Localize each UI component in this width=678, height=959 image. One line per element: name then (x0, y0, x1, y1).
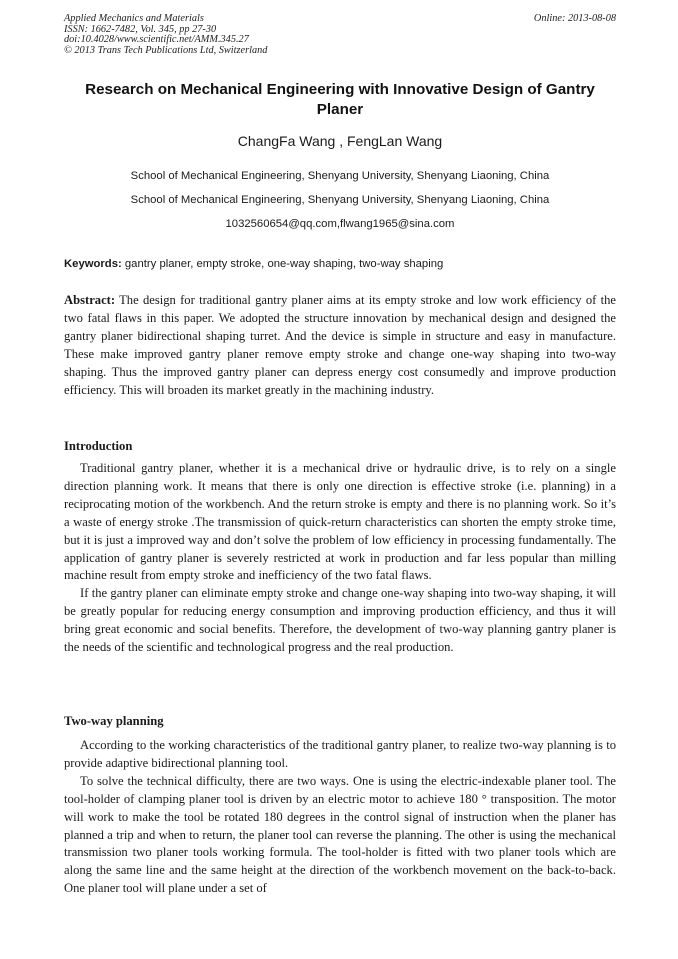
author-emails: 1032560654@qq.com,flwang1965@sina.com (225, 218, 455, 230)
doi-line: doi:10.4028/www.scientific.net/AMM.345.27 (64, 34, 249, 45)
copyright-line: © 2013 Trans Tech Publications Ltd, Switzerland (64, 44, 268, 56)
two-way-planning-body (64, 737, 616, 898)
paper-title: Research on Mechanical Engineering with Innovative Design of Gantry Planer (85, 81, 595, 118)
introduction-body (64, 460, 616, 657)
affiliation-2: School of Mechanical Engineering, Shenyang University, Shenyang Liaoning, China (130, 194, 550, 206)
abstract-label: Abstract: (64, 293, 116, 307)
author-list: ChangFa Wang , FengLan Wang (237, 133, 443, 149)
abstract-text: The design for traditional gantry planer aims at its empty stroke and low work efficiency of the two fatal flaws in this paper. We adopted the structure innovation by mechanical design and designed the gantry planer bidirectional shaping turret. And the device is simple in structure and easy in manufacture. These make improved gantry planer remove empty stroke and change one-way shaping into two-way shaping. Thus the improved gantry planer can depress energy cost consumedly and improve production efficiency. This will broaden its market greatly in the machining industry. (64, 293, 616, 397)
paragraph: If the gantry planer can eliminate empty stroke and change one-way shaping into two-way shaping, it will be greatly popular for reducing energy consumption and improving production efficiency, and thus it will bring great economic and social benefits. Therefore, the development of two-way planning gantry planer is the needs of the scientific and technological progress and the real production. (64, 586, 616, 655)
paragraph: According to the working characteristics of the traditional gantry planer, to realize two-way planning is to provide adaptive bidirectional planning tool. (64, 738, 616, 770)
paragraph: Traditional gantry planer, whether it is a mechanical drive or hydraulic drive, is to rely on a single direction planning work. It means that there is only one direction is effective stroke (i.e. planning) in a reciprocating motion of the workbench. And the return stroke is empty and there is no planning work. So it’s a waste of energy stroke .The transmission of quick-return characteristics can shorten the empty stroke time, but it is just a improved way and don’t solve the problem of low efficiency in processing fundamentally. The application of gantry planer is severely restricted at work in production and far less popular than milling machine result from empty stroke and inefficiency of the two fatal flaws. (64, 461, 616, 583)
journal-name: Applied Mechanics and Materials (64, 13, 204, 24)
keywords (64, 256, 616, 272)
section-heading-two-way-planning: Two-way planning (64, 714, 164, 728)
keywords-label: Keywords: (64, 258, 122, 270)
affiliation-1: School of Mechanical Engineering, Shenyang University, Shenyang Liaoning, China (130, 170, 550, 182)
section-heading-introduction: Introduction (64, 439, 133, 453)
abstract-paragraph (64, 292, 616, 399)
journal-header (64, 14, 616, 56)
keywords-text: gantry planer, empty stroke, one-way shaping, two-way shaping (121, 258, 444, 270)
abstract (64, 292, 616, 399)
paragraph: To solve the technical difficulty, there are two ways. One is using the electric-indexable planer tool. The tool-holder of clamping planer tool is driven by an electric motor to achieve 180 ° transposition. The motor will work to make the tool be rotated 180 degrees in the control signal of instruction when the planer has planned a trip and when to return, the planer tool can reverse the planning. The other is using the mechanical transmission two planer tools working formula. The tool-holder is fitted with two planer tools which are along the same line and the same height at the direction of the workbench movement on the back-to-back. One planer tool will plane under a set of (64, 773, 616, 896)
online-date: Online: 2013-08-08 (533, 13, 616, 24)
issn-line: ISSN: 1662-7482, Vol. 345, pp 27-30 (64, 23, 217, 35)
